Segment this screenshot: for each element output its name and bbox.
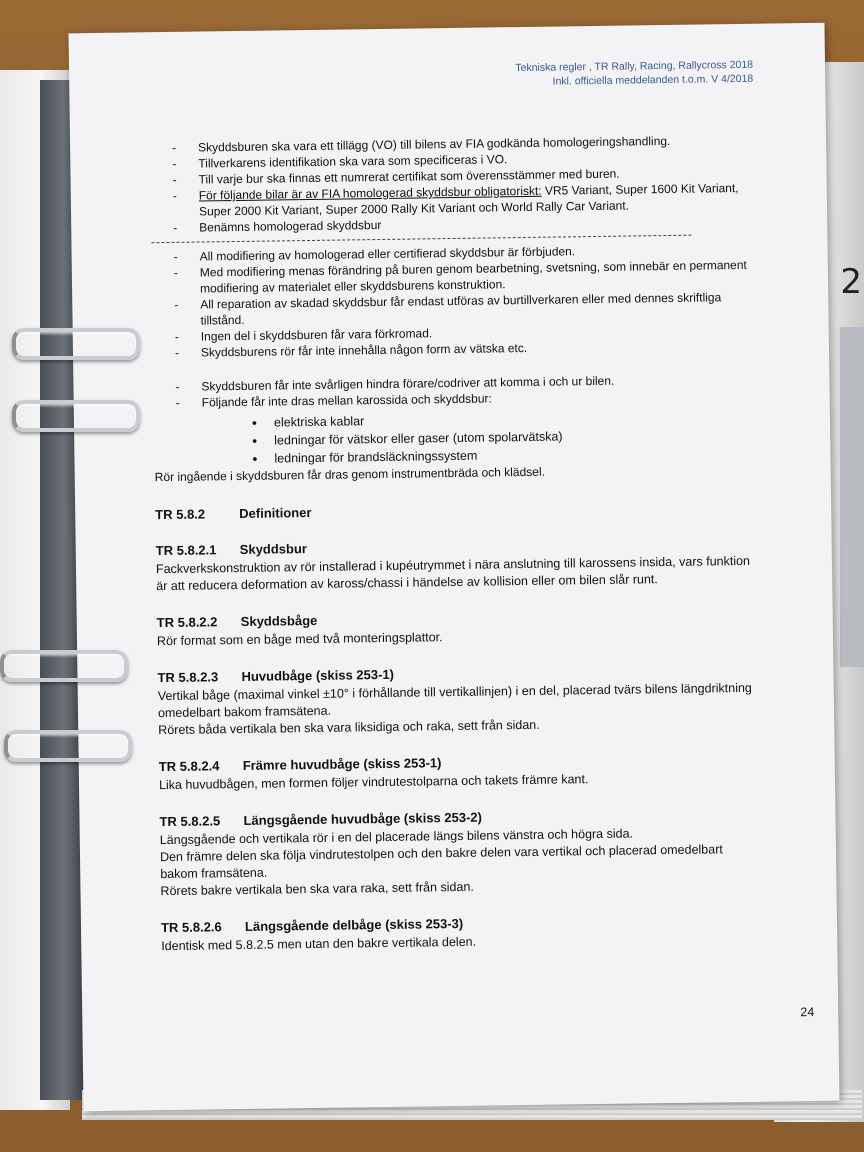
section-heading <box>155 499 755 523</box>
page-number: 24 <box>800 1005 815 1020</box>
homologation-list <box>150 132 751 236</box>
binder-ring <box>0 650 128 682</box>
section-title: Skyddsbåge <box>240 612 318 629</box>
list-item: - Tillverkarens identifikation ska vara som specificeras i VO. <box>150 148 750 172</box>
section-title: Längsgående delbåge (skiss 253-3) <box>244 915 464 934</box>
list-item: - Skyddsburen får inte svårligen hindra förare/codriver att komma i och ur bilen. <box>153 371 753 395</box>
list-item: - Benämns homologerad skyddsbur <box>151 212 751 236</box>
section-text: Den främre delen ska följa vindrutestolpen och den bakre delen vara vertikal och placerad omedelbart bakom framsätena. <box>159 842 723 882</box>
routing-bullet-list <box>154 407 755 469</box>
header-line-1: Tekniska regler , TR Rally, Racing, Rallycross 2018 <box>515 58 754 75</box>
page-content <box>150 132 761 955</box>
section-number: TR 5.8.2 <box>155 506 206 523</box>
section-text: Rörets bakre vertikala ben ska vara raka, sett från sidan. <box>160 879 474 899</box>
section-title: Längsgående huvudbåge (skiss 253-2) <box>243 809 483 828</box>
header-line-2: Inkl. officiella meddelanden t.o.m. V 4/2018 <box>552 72 754 88</box>
section-number: TR 5.8.2.3 <box>157 669 219 686</box>
section-number: TR 5.8.2.1 <box>155 542 217 559</box>
next-page-figure <box>840 327 864 667</box>
section-text: Rör format som en båge med två monteringsplattor. <box>156 630 443 649</box>
section-title: Främre huvudbåge (skiss 253-1) <box>242 755 442 773</box>
section-text: Längsgående och vertikala rör i en del placerade längs bilens vänstra och högra sida. <box>159 826 634 848</box>
section-text: Fackverkskonstruktion av rör installerad i kupéutrymmet i nära anslutning till karossens insida, vars funktion är att reducera deformation av kaross/chassi i händelse av kollision eller om bilen slår runt. <box>155 553 751 594</box>
list-item: - Med modifiering menas förändring på buren genom bearbetning, svetsning, som innebär en permanent modifiering av materialet eller skyddsburens konstruktion. <box>152 257 752 297</box>
binder-ring <box>4 730 132 762</box>
list-item: - All modifiering av homologerad eller certifierad skyddsbur är förbjuden. <box>152 241 752 265</box>
list-item: - Skyddsburens rör får inte innehålla någon form av vätska etc. <box>153 337 753 361</box>
binder-ring <box>12 328 140 360</box>
section-text: Rörets båda vertikala ben ska vara liksidiga och raka, sett från sidan. <box>158 717 540 738</box>
next-page-fragment: 2 <box>840 262 862 302</box>
document-page <box>69 23 840 1111</box>
section-title: Skyddsbur <box>239 541 308 557</box>
list-item: - Till varje bur ska finnas ett numrerat certifikat som överensstämmer med buren. <box>150 164 750 188</box>
underlined-text: För följande bilar är av FIA homologerad skyddsbur obligatoriskt: <box>198 183 542 203</box>
routing-note: Rör ingående i skyddsburen får dras genom instrumentbräda och klädsel. <box>154 464 545 485</box>
section-text: Identisk med 5.8.2.5 men utan den bakre vertikala delen. <box>161 934 477 954</box>
binder-ring <box>12 400 140 432</box>
list-item-rest: VR5 Variant, Super 1600 Kit Variant, Super 2000 Kit Variant, Super 2000 Rally Kit Variant och World Rally Car Variant. <box>198 180 739 219</box>
bullet-item: • ledningar för brandsläckningssystem <box>154 443 754 469</box>
section-number: TR 5.8.2.5 <box>159 813 221 830</box>
section-number: TR 5.8.2.4 <box>158 758 220 775</box>
section-text: Vertikal båge (maximal vinkel ±10° i förhållande till vertikallinjen) i en del, placerad tvärs bilens längdriktning omedelbart bakom framsätena. <box>157 680 752 721</box>
modification-list <box>152 241 754 361</box>
section-number: TR 5.8.2.2 <box>156 614 218 631</box>
list-item: - Följande får inte dras mellan karossida och skyddsbur: <box>154 387 754 411</box>
list-item: - All reparation av skadad skyddsbur får endast utföras av burtillverkaren eller med dennes skriftliga tillstånd. <box>152 289 752 329</box>
list-item: - Skyddsburen ska vara ett tillägg (VO) till bilens av FIA godkända homologeringshandling. <box>150 132 750 156</box>
page-header <box>515 58 753 89</box>
bullet-item: • ledningar för vätskor eller gaser (utom spolarvätska) <box>154 425 754 451</box>
bullet-item: • elektriska kablar <box>154 407 754 433</box>
section-text: Lika huvudbågen, men formen följer vindrutestolparna och takets främre kant. <box>158 772 589 793</box>
section-title: Definitioner <box>239 504 312 521</box>
section-number: TR 5.8.2.6 <box>160 919 222 936</box>
section-title: Huvudbåge (skiss 253-1) <box>241 666 395 684</box>
list-item: - Ingen del i skyddsburen får vara förkromad. <box>153 321 753 345</box>
